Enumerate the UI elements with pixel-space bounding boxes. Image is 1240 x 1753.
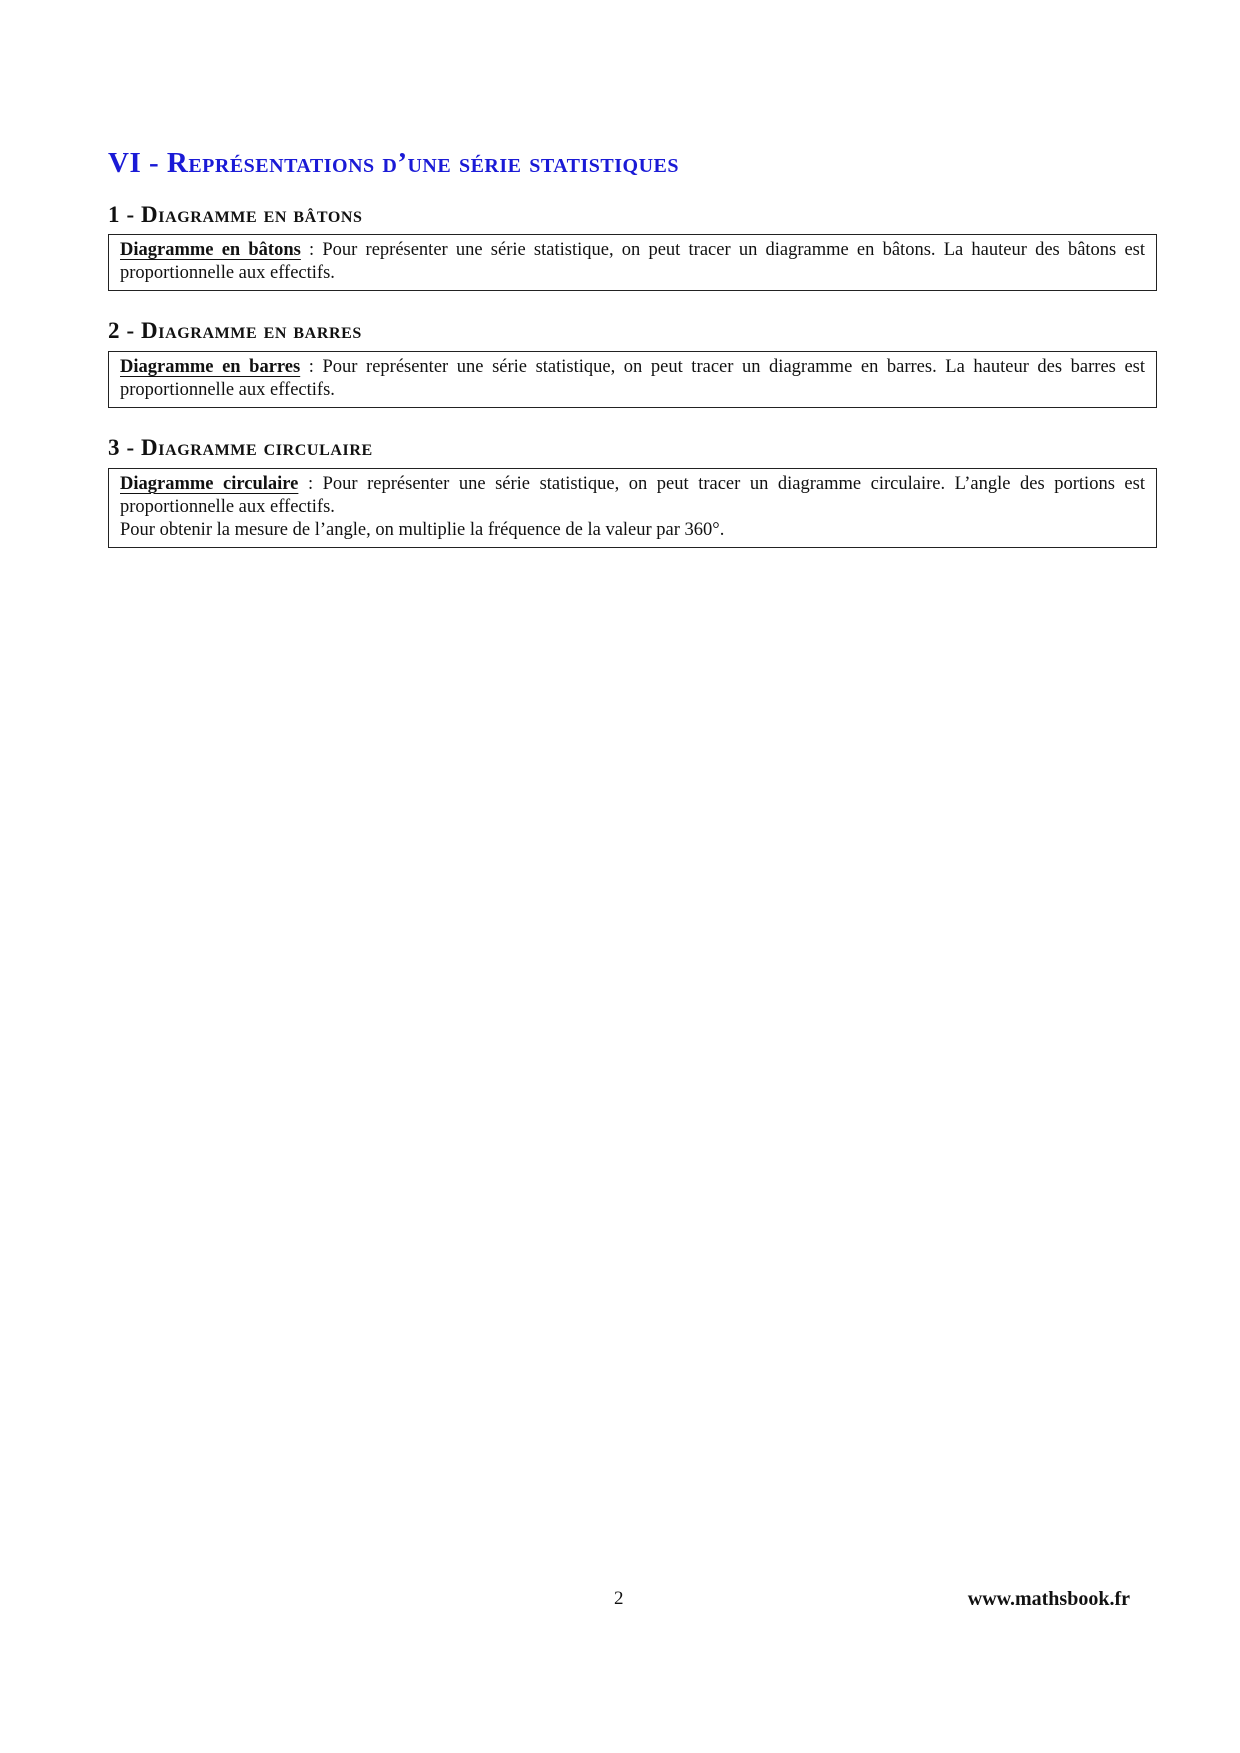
definition-text: : Pour représenter une série statistique, on peut tracer un diagramme en barres. La hauteur des barres est proportionnelle aux effectifs. <box>120 356 1146 400</box>
definition-text: : Pour représenter une série statistique, on peut tracer un diagramme en bâtons. La hauteur des bâtons est proportionnelle aux effectifs. <box>120 240 1146 284</box>
definition-term: Diagramme en bâtons <box>120 240 301 261</box>
definition-text: : Pour représenter une série statistique, on peut tracer un diagramme circulaire. L’angle des portions est proportionnelle aux effectifs. <box>120 473 1145 517</box>
page-footer <box>0 1588 1240 1618</box>
definition-box <box>108 468 1157 548</box>
site-url: www.mathsbook.fr <box>967 1588 1130 1610</box>
definition-term: Diagramme circulaire <box>120 473 299 494</box>
subsection-diagramme-batons <box>108 201 1157 292</box>
definition-term: Diagramme en barres <box>120 356 301 377</box>
subsection-title: 1 - Diagramme en bâtons <box>108 201 363 227</box>
definition-extra-text: Pour obtenir la mesure de l’angle, on multiplie la fréquence de la valeur par 360°. <box>120 519 725 540</box>
subsection-title: 3 - Diagramme circulaire <box>108 434 373 460</box>
page-content <box>108 146 1157 548</box>
definition-box <box>108 234 1157 291</box>
section-title: VI - Représentations d’une série statistiques <box>108 147 680 179</box>
subsection-title: 2 - Diagramme en barres <box>108 318 362 344</box>
subsection-diagramme-circulaire <box>108 434 1157 548</box>
definition-box <box>108 351 1157 408</box>
subsection-diagramme-barres <box>108 317 1157 408</box>
page-number: 2 <box>614 1588 624 1609</box>
